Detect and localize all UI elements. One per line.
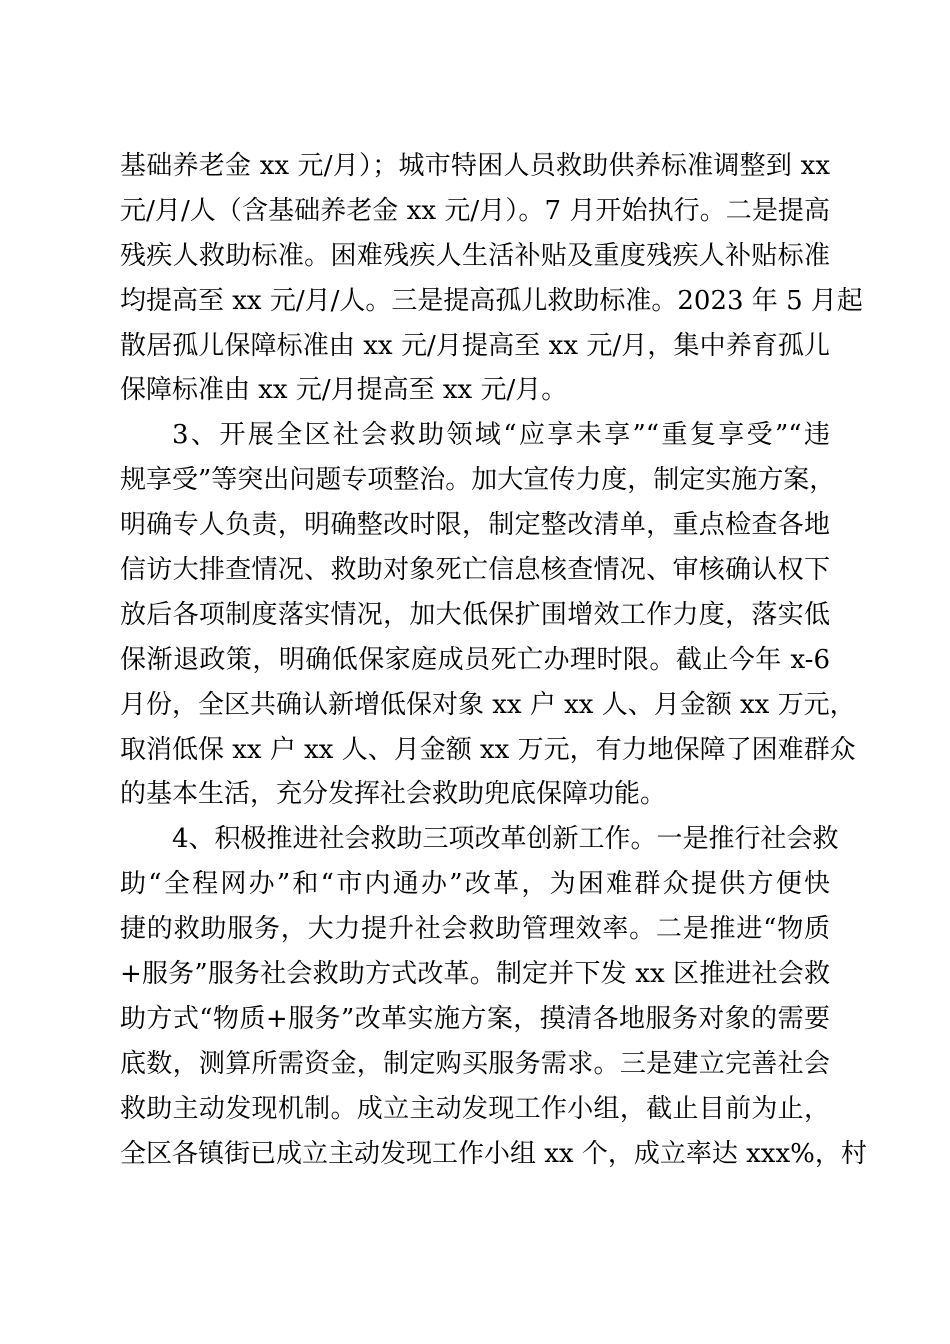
- text-line: 规享受”等突出问题专项整治。加大宣传力度，制定实施方案，: [120, 465, 836, 496]
- text-line: 保障标准由 xx 元/月提高至 xx 元/月。: [120, 375, 568, 406]
- document-body: [120, 144, 867, 1176]
- text-line: 捷的救助服务，大力提升社会救助管理效率。二是推进“物质: [120, 914, 830, 945]
- text-line: 散居孤儿保障标准由 xx 元/月提高至 xx 元/月，集中养育孤儿: [120, 330, 830, 361]
- text-line: +服务”服务社会救助方式改革。制定并下发 xx 区推进社会救: [120, 959, 830, 990]
- text-line: 全区各镇街已成立主动发现工作小组 xx 个，成立率达 xxx%，村: [120, 1138, 867, 1169]
- text-line: 保渐退政策，明确低保家庭成员死亡办理时限。截止今年 x-6: [120, 644, 830, 675]
- text-line: 残疾人救助标准。困难残疾人生活补贴及重度残疾人补贴标准: [120, 240, 830, 271]
- text-line: 助“全程网办”和“市内通办”改革，为困难群众提供方便快: [120, 869, 830, 900]
- text-line: 元/月/人（含基础养老金 xx 元/月）。7 月开始执行。二是提高: [120, 195, 830, 226]
- text-line: 明确专人负责，明确整改时限，制定整改清单，重点检查各地: [120, 510, 830, 541]
- text-line: 均提高至 xx 元/月/人。三是提高孤儿救助标准。2023 年 5 月起: [120, 285, 863, 316]
- text-line: 放后各项制度落实情况，加大低保扩围增效工作力度，落实低: [120, 599, 830, 630]
- paragraph-3-first-line: 3、开展全区社会救助领域“应享未享”“重复享受”“违: [172, 420, 830, 451]
- paragraph-4-first-line: 4、积极推进社会救助三项改革创新工作。一是推行社会救: [172, 824, 839, 855]
- text-line: 信访大排查情况、救助对象死亡信息核查情况、审核确认权下: [120, 555, 830, 586]
- text-line: 基础养老金 xx 元/月）；城市特困人员救助供养标准调整到 xx: [120, 151, 830, 181]
- text-line: 救助主动发现机制。成立主动发现工作小组，截止目前为止，: [120, 1093, 830, 1124]
- text-line: 底数，测算所需资金，制定购买服务需求。三是建立完善社会: [120, 1048, 830, 1079]
- text-line: 助方式“物质+服务”改革实施方案，摸清各地服务对象的需要: [120, 1003, 830, 1034]
- text-line: 的基本生活，充分发挥社会救助兜底保障功能。: [120, 779, 667, 810]
- text-line: 取消低保 xx 户 xx 人、月金额 xx 万元，有力地保障了困难群众: [120, 734, 856, 765]
- text-line: 月份，全区共确认新增低保对象 xx 户 xx 人、月金额 xx 万元，: [120, 689, 856, 720]
